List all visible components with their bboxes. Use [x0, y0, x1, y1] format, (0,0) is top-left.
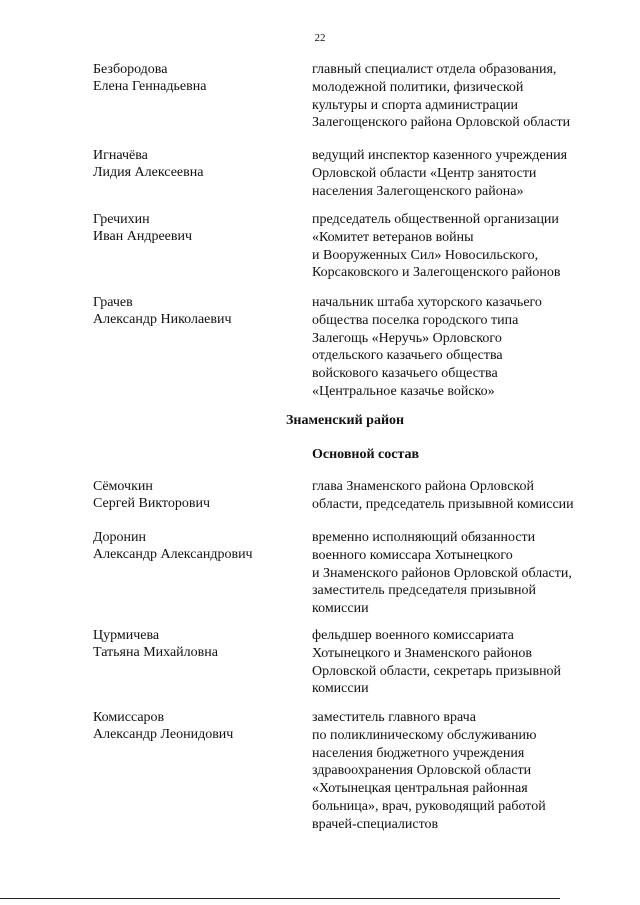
member-name: Безбородова Елена Геннадьевна: [93, 62, 207, 94]
member-name: Цурмичева Татьяна Михайловна: [93, 628, 218, 660]
member-name: Сёмочкин Сергей Викторович: [93, 479, 211, 511]
member-role: председатель общественной организации «Комитет ветеранов войны и Вооруженных Сил» Новосильского, Корсаковского и Залегощенского районов: [312, 212, 561, 281]
member-name: Гречихин Иван Андреевич: [93, 212, 193, 244]
section-heading: Основной состав: [312, 447, 420, 462]
member-role: начальник штаба хуторского казачьего общества поселка городского типа Залегощь «Неручь» Орловского отдельского казачьего общества войскового казачьего общества «Центральное казачье войско»: [312, 295, 542, 399]
member-name: Комиссаров Александр Леонидович: [93, 710, 234, 742]
district-heading: Знаменский район: [286, 413, 405, 428]
member-role: глава Знаменского района Орловской области, председатель призывной комиссии: [312, 479, 574, 512]
member-role: временно исполняющий обязанности военного комиссара Хотынецкого и Знаменского районов Орловской области, заместитель председателя призывной комиссии: [312, 530, 572, 617]
member-name: Грачев Александр Николаевич: [93, 295, 232, 327]
member-role: фельдшер военного комиссариата Хотынецкого и Знаменского районов Орловской области, секретарь призывной комиссии: [312, 628, 562, 697]
member-role: заместитель главного врача по поликлиническому обслуживанию населения бюджетного учреждения здравоохранения Орловской области «Хотынецкая центральная районная больница», врач, руководящий работой врачей-специалистов: [312, 710, 546, 832]
member-role: ведущий инспектор казенного учреждения Орловской области «Центр занятости населения Залегощенского района»: [312, 148, 568, 199]
member-role: главный специалист отдела образования, молодежной политики, физической культуры и спорта администрации Залегощенского района Орловской области: [312, 62, 571, 131]
member-name: Доронин Александр Александрович: [93, 530, 253, 562]
page-number: 22: [314, 32, 326, 44]
bottom-rule: [0, 898, 560, 899]
member-name: Игначёва Лидия Алексеевна: [93, 148, 204, 180]
